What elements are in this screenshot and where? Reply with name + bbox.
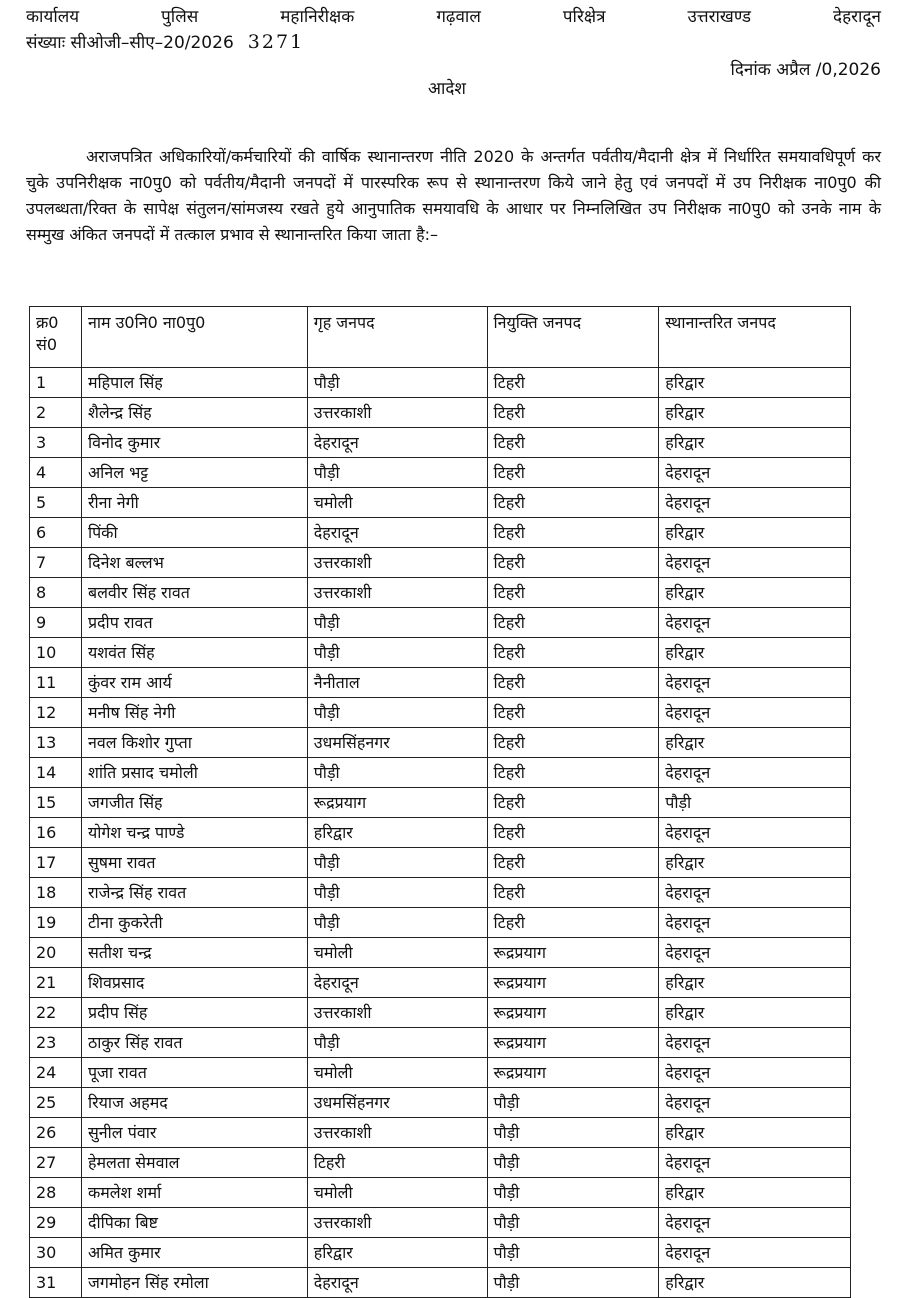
office-word: पुलिस [161,7,199,27]
office-word: उत्तराखण्ड [687,7,752,27]
table-row [30,668,851,698]
serial-number: 27 [30,1148,82,1178]
home-district: देहरादून [307,1268,487,1298]
table-row [30,578,851,608]
officer-name: दिनेश बल्लभ [81,548,307,578]
officer-name: यशवंत सिंह [81,638,307,668]
table-row [30,998,851,1028]
serial-number: 12 [30,698,82,728]
table-row [30,698,851,728]
home-district: उत्तरकाशी [307,398,487,428]
serial-number: 30 [30,1238,82,1268]
posting-district: रूद्रप्रयाग [487,1028,659,1058]
transferred-district: हरिद्वार [659,1268,851,1298]
officer-name: राजेन्द्र सिंह रावत [81,878,307,908]
table-row [30,398,851,428]
posting-district: रूद्रप्रयाग [487,938,659,968]
table-row [30,1178,851,1208]
transferred-district: हरिद्वार [659,1178,851,1208]
posting-district: टिहरी [487,878,659,908]
serial-number: 9 [30,608,82,638]
posting-district: टिहरी [487,518,659,548]
officer-name: दीपिका बिष्ट [81,1208,307,1238]
posting-district: पौड़ी [487,1268,659,1298]
posting-district: टिहरी [487,428,659,458]
office-word: गढ़वाल [436,7,481,27]
home-district: चमोली [307,1058,487,1088]
table-row [30,1238,851,1268]
posting-district: टिहरी [487,848,659,878]
home-district: चमोली [307,938,487,968]
home-district: उधमसिंहनगर [307,728,487,758]
posting-district: पौड़ी [487,1178,659,1208]
officer-name: जगजीत सिंह [81,788,307,818]
table-row [30,1058,851,1088]
officer-name: शैलेन्द्र सिंह [81,398,307,428]
home-district: पौड़ी [307,908,487,938]
serial-number: 24 [30,1058,82,1088]
serial-number: 23 [30,1028,82,1058]
table-row [30,848,851,878]
posting-district: टिहरी [487,458,659,488]
transferred-district: देहरादून [659,488,851,518]
posting-district: टिहरी [487,578,659,608]
transferred-district: हरिद्वार [659,998,851,1028]
posting-district: पौड़ी [487,1088,659,1118]
transferred-district: हरिद्वार [659,1118,851,1148]
officer-name: शांति प्रसाद चमोली [81,758,307,788]
transferred-district: देहरादून [659,818,851,848]
serial-number: 29 [30,1208,82,1238]
serial-number: 3 [30,428,82,458]
home-district: देहरादून [307,968,487,998]
order-body-paragraph: अराजपत्रित अधिकारियों/कर्मचारियों की वार्षिक स्थानान्तरण नीति 2020 के अन्तर्गत पर्वतीय/मैदानी क्षेत्र में निर्धारित समयावधिपूर्ण कर चुके उपनिरीक्षक ना0पु0 को पर्वतीय/मैदानी जनपदों में पारस्परिक रूप से स्थानान्तरण किये जाने हेतु एवं जनपदों में उप निरीक्षक ना0पु0 की उपलब्धता/रिक्त के सापेक्ष संतुलन/सांमजस्य रखते हुये आनुपातिक समयावधि के आधार पर निम्नलिखित उप निरीक्षक ना0पु0 को उनके नाम के सम्मुख अंकित जनपदों में तत्काल प्रभाव से स्थानान्तरित किया जाता है:– [26,147,881,244]
transferred-district: देहरादून [659,668,851,698]
transferred-district: हरिद्वार [659,428,851,458]
table-body [30,368,851,1298]
posting-district: टिहरी [487,368,659,398]
serial-number: 15 [30,788,82,818]
reference-line [26,30,304,53]
header-transferred-district: स्थानान्तरित जनपद [659,307,851,368]
officer-name: रीना नेगी [81,488,307,518]
table-row [30,818,851,848]
table-row [30,608,851,638]
serial-number: 19 [30,908,82,938]
transferred-district: हरिद्वार [659,518,851,548]
home-district: पौड़ी [307,848,487,878]
posting-district: पौड़ी [487,1208,659,1238]
posting-district: टिहरी [487,398,659,428]
serial-number: 22 [30,998,82,1028]
table-row [30,458,851,488]
transferred-district: हरिद्वार [659,398,851,428]
officer-name: हेमलता सेमवाल [81,1148,307,1178]
serial-number: 7 [30,548,82,578]
transferred-district: पौड़ी [659,788,851,818]
posting-district: टिहरी [487,548,659,578]
office-word: कार्यालय [26,7,80,27]
home-district: उत्तरकाशी [307,1118,487,1148]
table-row [30,1088,851,1118]
serial-number: 6 [30,518,82,548]
order-date: दिनांक अप्रैल /0,2026 [730,60,881,80]
officer-name: महिपाल सिंह [81,368,307,398]
table-row [30,428,851,458]
officer-name: प्रदीप सिंह [81,998,307,1028]
posting-district: पौड़ी [487,1118,659,1148]
home-district: उधमसिंहनगर [307,1088,487,1118]
transferred-district: हरिद्वार [659,638,851,668]
table-row [30,488,851,518]
posting-district: रूद्रप्रयाग [487,1058,659,1088]
posting-district: टिहरी [487,818,659,848]
transferred-district: हरिद्वार [659,968,851,998]
transferred-district: देहरादून [659,1028,851,1058]
home-district: देहरादून [307,428,487,458]
table-row [30,1118,851,1148]
officer-name: टीना कुकरेती [81,908,307,938]
home-district: उत्तरकाशी [307,578,487,608]
posting-district: टिहरी [487,698,659,728]
reference-number: संख्याः सीओजी–सीए–20/2026 [26,33,234,53]
home-district: पौड़ी [307,878,487,908]
transferred-district: हरिद्वार [659,848,851,878]
table-row [30,368,851,398]
officer-name: योगेश चन्द्र पाण्डे [81,818,307,848]
serial-number: 1 [30,368,82,398]
home-district: टिहरी [307,1148,487,1178]
home-district: रूद्रप्रयाग [307,788,487,818]
serial-number: 18 [30,878,82,908]
transferred-district: हरिद्वार [659,578,851,608]
officer-name: मनीष सिंह नेगी [81,698,307,728]
home-district: उत्तरकाशी [307,1208,487,1238]
officer-name: नवल किशोर गुप्ता [81,728,307,758]
posting-district: पौड़ी [487,1238,659,1268]
home-district: पौड़ी [307,758,487,788]
table-header-row [30,307,851,368]
transferred-district: हरिद्वार [659,728,851,758]
transferred-district: देहरादून [659,878,851,908]
home-district: चमोली [307,488,487,518]
officer-name: जगमोहन सिंह रमोला [81,1268,307,1298]
transferred-district: देहरादून [659,758,851,788]
serial-number: 5 [30,488,82,518]
serial-number: 8 [30,578,82,608]
posting-district: टिहरी [487,608,659,638]
officer-name: बलवीर सिंह रावत [81,578,307,608]
posting-district: पौड़ी [487,1148,659,1178]
posting-district: टिहरी [487,788,659,818]
transferred-district: देहरादून [659,938,851,968]
officer-name: पूजा रावत [81,1058,307,1088]
transferred-district: देहरादून [659,548,851,578]
table-row [30,878,851,908]
table-row [30,788,851,818]
home-district: उत्तरकाशी [307,998,487,1028]
serial-number: 13 [30,728,82,758]
officer-name: कुंवर राम आर्य [81,668,307,698]
table-row [30,518,851,548]
header-home-district: गृह जनपद [307,307,487,368]
serial-number: 14 [30,758,82,788]
table-row [30,638,851,668]
table-row [30,758,851,788]
office-city: देहरादून [833,7,881,27]
home-district: पौड़ी [307,1028,487,1058]
table-row [30,908,851,938]
serial-number: 17 [30,848,82,878]
officer-name: सुनील पंवार [81,1118,307,1148]
header-posting-district: नियुक्ति जनपद [487,307,659,368]
serial-number: 2 [30,398,82,428]
transferred-district: देहरादून [659,908,851,938]
table-row [30,938,851,968]
officer-name: प्रदीप रावत [81,608,307,638]
officer-name: सुषमा रावत [81,848,307,878]
office-word: महानिरीक्षक [280,7,355,27]
table-row [30,1208,851,1238]
handwritten-number: 3271 [247,31,305,53]
serial-number: 16 [30,818,82,848]
serial-number: 26 [30,1118,82,1148]
table-row [30,1148,851,1178]
home-district: पौड़ी [307,638,487,668]
officer-name: कमलेश शर्मा [81,1178,307,1208]
serial-number: 25 [30,1088,82,1118]
officer-name: सतीश चन्द्र [81,938,307,968]
home-district: हरिद्वार [307,818,487,848]
officer-name: अनिल भट्ट [81,458,307,488]
posting-district: टिहरी [487,488,659,518]
officer-name: पिंकी [81,518,307,548]
transferred-district: देहरादून [659,1148,851,1178]
home-district: नैनीताल [307,668,487,698]
header-name: नाम उ0नि0 ना0पु0 [81,307,307,368]
posting-district: टिहरी [487,908,659,938]
home-district: पौड़ी [307,458,487,488]
order-title: आदेश [428,79,466,99]
officer-name: विनोद कुमार [81,428,307,458]
transferred-district: देहरादून [659,608,851,638]
header-serial: क्र0 सं0 [30,307,82,368]
transferred-district: देहरादून [659,458,851,488]
serial-number: 21 [30,968,82,998]
officer-name: अमित कुमार [81,1238,307,1268]
home-district: उत्तरकाशी [307,548,487,578]
serial-number: 31 [30,1268,82,1298]
serial-number: 20 [30,938,82,968]
home-district: पौड़ी [307,368,487,398]
posting-district: रूद्रप्रयाग [487,968,659,998]
officer-name: ठाकुर सिंह रावत [81,1028,307,1058]
officer-name: शिवप्रसाद [81,968,307,998]
home-district: चमोली [307,1178,487,1208]
officer-name: रियाज अहमद [81,1088,307,1118]
office-word: परिक्षेत्र [562,7,606,27]
serial-number: 11 [30,668,82,698]
home-district: पौड़ी [307,698,487,728]
posting-district: रूद्रप्रयाग [487,998,659,1028]
serial-number: 28 [30,1178,82,1208]
office-header [26,4,881,27]
table-row [30,968,851,998]
serial-number: 4 [30,458,82,488]
table-row [30,548,851,578]
posting-district: टिहरी [487,638,659,668]
posting-district: टिहरी [487,758,659,788]
serial-number: 10 [30,638,82,668]
table-row [30,1028,851,1058]
transferred-district: देहरादून [659,698,851,728]
table-row [30,728,851,758]
transferred-district: देहरादून [659,1238,851,1268]
home-district: हरिद्वार [307,1238,487,1268]
posting-district: टिहरी [487,668,659,698]
transfer-table [29,306,851,1298]
home-district: देहरादून [307,518,487,548]
posting-district: टिहरी [487,728,659,758]
transferred-district: हरिद्वार [659,368,851,398]
transferred-district: देहरादून [659,1058,851,1088]
table-row [30,1268,851,1298]
transferred-district: देहरादून [659,1088,851,1118]
transferred-district: देहरादून [659,1208,851,1238]
home-district: पौड़ी [307,608,487,638]
